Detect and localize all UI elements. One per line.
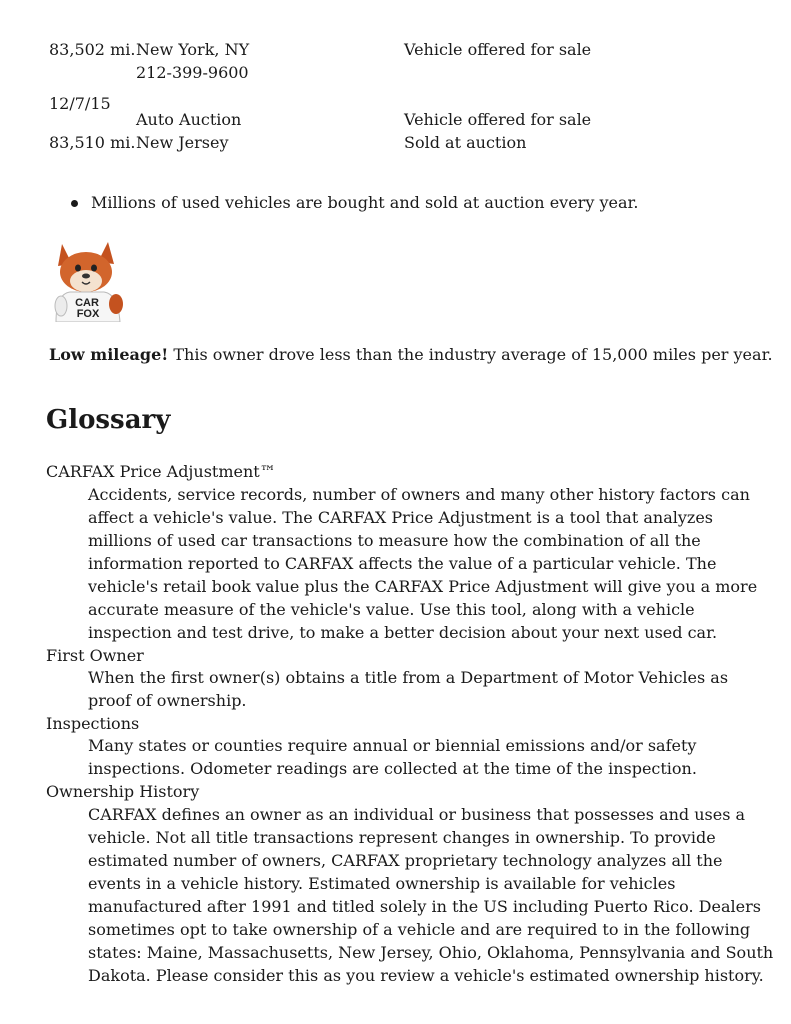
low-mileage-label: Low mileage! (49, 345, 169, 364)
def-line: Accidents, service records, number of owners and many other history factors can (88, 485, 750, 504)
glossary-term-ownership-history: Ownership History (46, 782, 200, 801)
def-line: vehicle's retail book value plus the CARFAX Price Adjustment will give you a more (88, 577, 758, 596)
def-line: accurate measure of the vehicle's value. Use this tool, along with a vehicle (88, 600, 695, 619)
record-2-source: Auto Auction (136, 110, 242, 129)
record-1-mileage: 83,502 mi. (49, 40, 136, 59)
low-mileage-text: This owner drove less than the industry average of 15,000 miles per year. (168, 345, 773, 364)
fox-shirt-line-2: FOX (76, 308, 100, 320)
auction-bullet-text: Millions of used vehicles are bought and sold at auction every year. (91, 193, 639, 212)
def-line: estimated number of owners, CARFAX proprietary technology analyzes all the (88, 851, 723, 870)
record-2-date: 12/7/15 (49, 94, 111, 113)
fox-shirt-line-1: CAR (75, 297, 99, 309)
record-1-location: New York, NY (136, 40, 250, 59)
low-mileage-note (49, 343, 773, 366)
def-line: inspections. Odometer readings are collected at the time of the inspection. (88, 759, 697, 778)
glossary-title: Glossary (46, 405, 171, 435)
record-1-comment: Vehicle offered for sale (404, 40, 592, 59)
def-line: proof of ownership. (88, 691, 247, 710)
record-1-phone: 212-399-9600 (136, 63, 249, 82)
def-line: affect a vehicle's value. The CARFAX Price Adjustment is a tool that analyzes (88, 508, 713, 527)
def-line: sometimes opt to take ownership of a vehicle and are required to in the following (88, 920, 751, 939)
def-line: events in a vehicle history. Estimated ownership is available for vehicles (88, 874, 676, 893)
def-line: millions of used car transactions to measure how the combination of all the (88, 531, 701, 550)
carfox-mascot-icon (48, 234, 128, 322)
glossary-term-inspections: Inspections (46, 714, 140, 733)
def-line: manufactured after 1991 and titled solely in the US including Puerto Rico. Dealers (88, 897, 761, 916)
def-line: When the first owner(s) obtains a title from a Department of Motor Vehicles as (88, 668, 729, 687)
glossary-def-ownership-history (88, 803, 774, 987)
def-line: CARFAX defines an owner as an individual or business that possesses and uses a (88, 805, 746, 824)
def-line: information reported to CARFAX affects the value of a particular vehicle. The (88, 554, 717, 573)
record-2-comment-1: Vehicle offered for sale (404, 110, 592, 129)
def-line: vehicle. Not all title transactions represent changes in ownership. To provide (88, 828, 716, 847)
def-line: states: Maine, Massachusetts, New Jersey, Ohio, Oklahoma, Pennsylvania and South (88, 943, 774, 962)
record-2-mileage: 83,510 mi. (49, 133, 136, 152)
glossary-def-price-adjustment (88, 483, 760, 644)
glossary-term-price-adjustment: CARFAX Price Adjustment™ (46, 462, 276, 481)
glossary-def-first-owner (88, 666, 760, 712)
bullet-dot (71, 200, 78, 207)
glossary-def-inspections (88, 734, 760, 780)
def-line: inspection and test drive, to make a better decision about your next used car. (88, 623, 718, 642)
record-2-location: New Jersey (136, 133, 229, 152)
def-line: Many states or counties require annual or biennial emissions and/or safety (88, 736, 697, 755)
glossary-term-first-owner: First Owner (46, 646, 144, 665)
def-line: Dakota. Please consider this as you review a vehicle's estimated ownership history. (88, 966, 764, 985)
record-2-comment-2: Sold at auction (404, 133, 527, 152)
